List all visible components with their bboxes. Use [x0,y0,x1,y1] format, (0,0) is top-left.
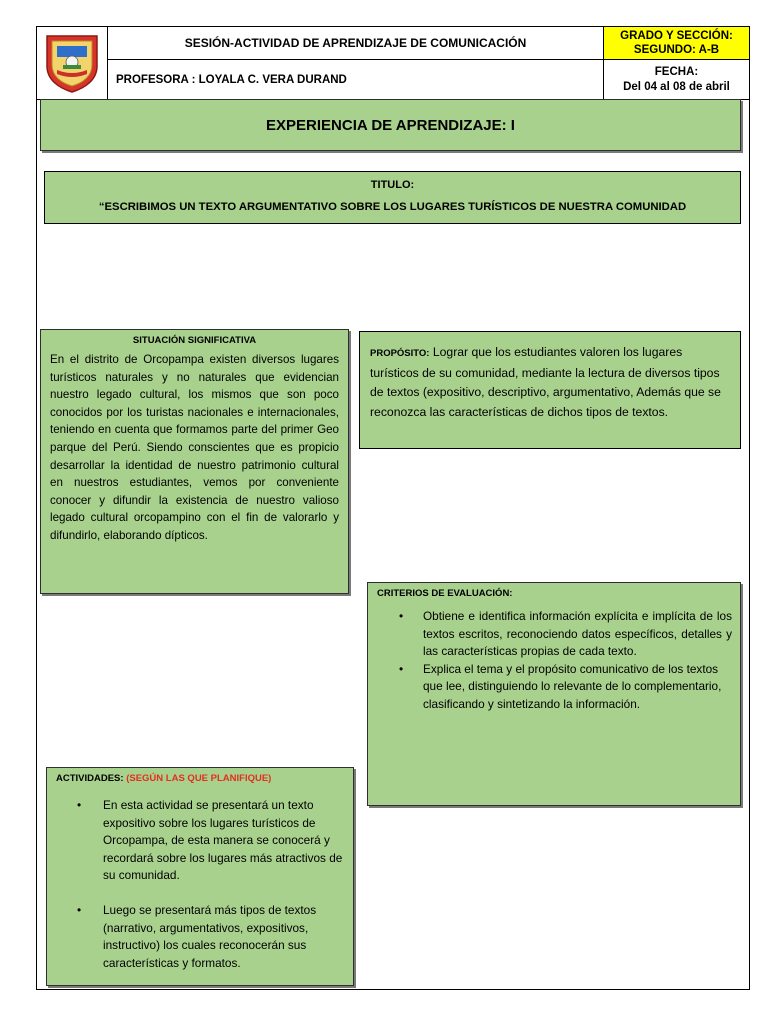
titulo-box [44,171,741,224]
date-cell [603,59,750,100]
titulo-label: TITULO: [370,179,415,191]
date-label: FECHA: [654,65,699,78]
experience-box [40,99,741,151]
situacion-text: En el distrito de Orcopampa existen diversos lugares turísticos naturales y no naturales que evidencian nuestro legado cultural, los mismos que son poco conocidos por los turistas nacionales e internacionales, teniendo en cuenta que formamos parte del primer Geo parque del Perú. Siendo conscientes que es propicio desarrollar la identidad de nuestro patrimonio cultural en nuestros estudiantes, vemos por conveniente conocer y difundir la existencia de nuestro valioso legado cultural orcopampino con el fin de valorarlo y difundirlo, elaborando dípticos. [50,353,339,542]
actividad-text: En esta actividad se presentará un texto expositivo sobre los lugares turísticos de Orcopampa, de esta manera se conocerá y recordará sobre los lugares más atractivos de su comunidad. [103,798,343,883]
criterios-box [367,582,741,806]
grade-value: SEGUNDO: A-B [633,44,720,56]
actividades-heading: ACTIVIDADES: [56,773,124,784]
criterio-text: Explica el tema y el propósito comunicativo de los textos que lee, distinguiendo lo relevante de lo complementario, clasificando y sintetizando la información. [423,661,722,711]
actividades-heading-line [56,773,343,784]
actividades-box [46,767,354,986]
school-crest-logo [43,32,101,94]
actividad-item [103,797,343,885]
date-value: Del 04 al 08 de abril [623,80,730,93]
experience-title: EXPERIENCIA DE APRENDIZAJE: I [266,116,515,134]
proposito-paragraph [370,343,730,422]
session-title [107,26,604,60]
actividad-text: Luego se presentará más tipos de textos (narrativo, argumentativos, expositivos, instructivo) los cuales reconocerán sus características y formatos. [103,902,317,970]
titulo-text: “ESCRIBIMOS UN TEXTO ARGUMENTATIVO SOBRE LOS LUGARES TURÍSTICOS DE NUESTRA COMUNIDAD [98,201,687,213]
actividad-item [103,902,343,972]
grade-cell [603,26,750,60]
proposito-box [359,331,741,449]
grade-label: GRADO Y SECCIÓN: [620,30,733,42]
actividades-note: (SEGÚN LAS QUE PLANIFIQUE) [126,773,272,784]
criterio-item [423,661,732,714]
session-title-text: SESIÓN-ACTIVIDAD DE APRENDIZAJE DE COMUNICACIÓN [184,36,527,50]
situacion-box [40,329,349,594]
logo-cell [36,26,108,100]
actividades-list [56,797,343,972]
proposito-text: Lograr que los estudiantes valoren los lugares turísticos de su comunidad, mediante la lectura de diversos tipos de textos (expositivo, descriptivo, argumentativo, Además que se reconozca las características de dichos tipos de textos. [370,345,721,419]
criterios-list [377,608,732,714]
teacher-name: PROFESORA : LOYALA C. VERA DURAND [116,73,347,86]
proposito-label: PROPÓSITO: [370,348,430,359]
teacher-cell [107,59,604,100]
criterio-item [423,608,732,661]
criterio-text: Obtiene e identifica información explícita e implícita de los textos escritos, reconociendo datos específicos, detalles y las características propias de cada texto. [423,609,732,659]
criterios-heading: CRITERIOS DE EVALUACIÓN: [377,588,513,599]
situacion-heading: SITUACIÓN SIGNIFICATIVA [132,335,257,346]
